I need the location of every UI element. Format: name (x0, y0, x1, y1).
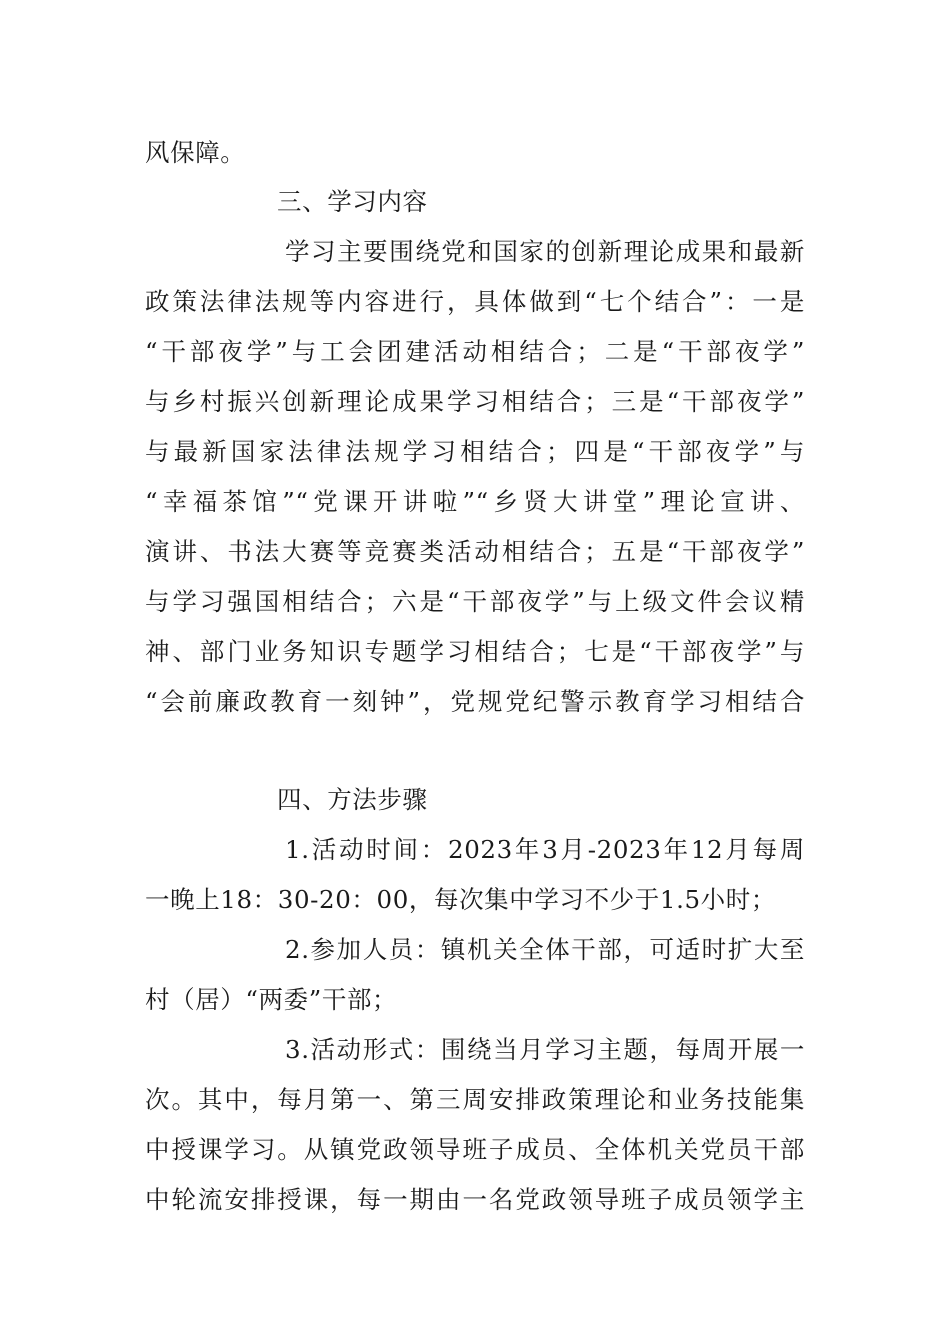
body-line: 村（居）“两委”干部； (145, 985, 398, 1014)
body-line: 神、部门业务知识专题学习相结合；七是“干部夜学”与 (145, 637, 805, 666)
body-line: 中轮流安排授课，每一期由一名党政领导班子成员领学主 (145, 1185, 805, 1214)
body-line: “干部夜学”与工会团建活动相结合；二是“干部夜学” (145, 337, 805, 366)
body-line: 3.活动形式：围绕当月学习主题，每周开展一 (285, 1035, 805, 1064)
body-line: “会前廉政教育一刻钟”，党规党纪警示教育学习相结合 (145, 687, 805, 716)
body-line: 中授课学习。从镇党政领导班子成员、全体机关党员干部 (145, 1135, 805, 1164)
body-line: 与乡村振兴创新理论成果学习相结合；三是“干部夜学” (145, 387, 805, 416)
body-line: 学习主要围绕党和国家的创新理论成果和最新 (285, 237, 805, 266)
body-line: “幸福茶馆”“党课开讲啦”“乡贤大讲堂”理论宣讲、 (145, 487, 805, 516)
paragraph-end-line: 风保障。 (145, 138, 246, 167)
body-line: 1.活动时间：2023年3月-2023年12月每周 (285, 835, 805, 864)
section-heading-study-content: 三、学习内容 (277, 187, 428, 216)
body-line: 与最新国家法律法规学习相结合；四是“干部夜学”与 (145, 437, 805, 466)
body-line: 次。其中，每月第一、第三周安排政策理论和业务技能集 (145, 1085, 805, 1114)
body-line: 与学习强国相结合；六是“干部夜学”与上级文件会议精 (145, 587, 805, 616)
body-line: 2.参加人员：镇机关全体干部，可适时扩大至 (285, 935, 805, 964)
body-line: 一晚上18：30-20：00，每次集中学习不少于1.5小时； (145, 885, 776, 914)
section-heading-method-steps: 四、方法步骤 (277, 785, 428, 814)
body-line: 演讲、书法大赛等竞赛类活动相结合；五是“干部夜学” (145, 537, 805, 566)
body-line: 政策法律法规等内容进行，具体做到“七个结合”：一是 (145, 287, 805, 316)
